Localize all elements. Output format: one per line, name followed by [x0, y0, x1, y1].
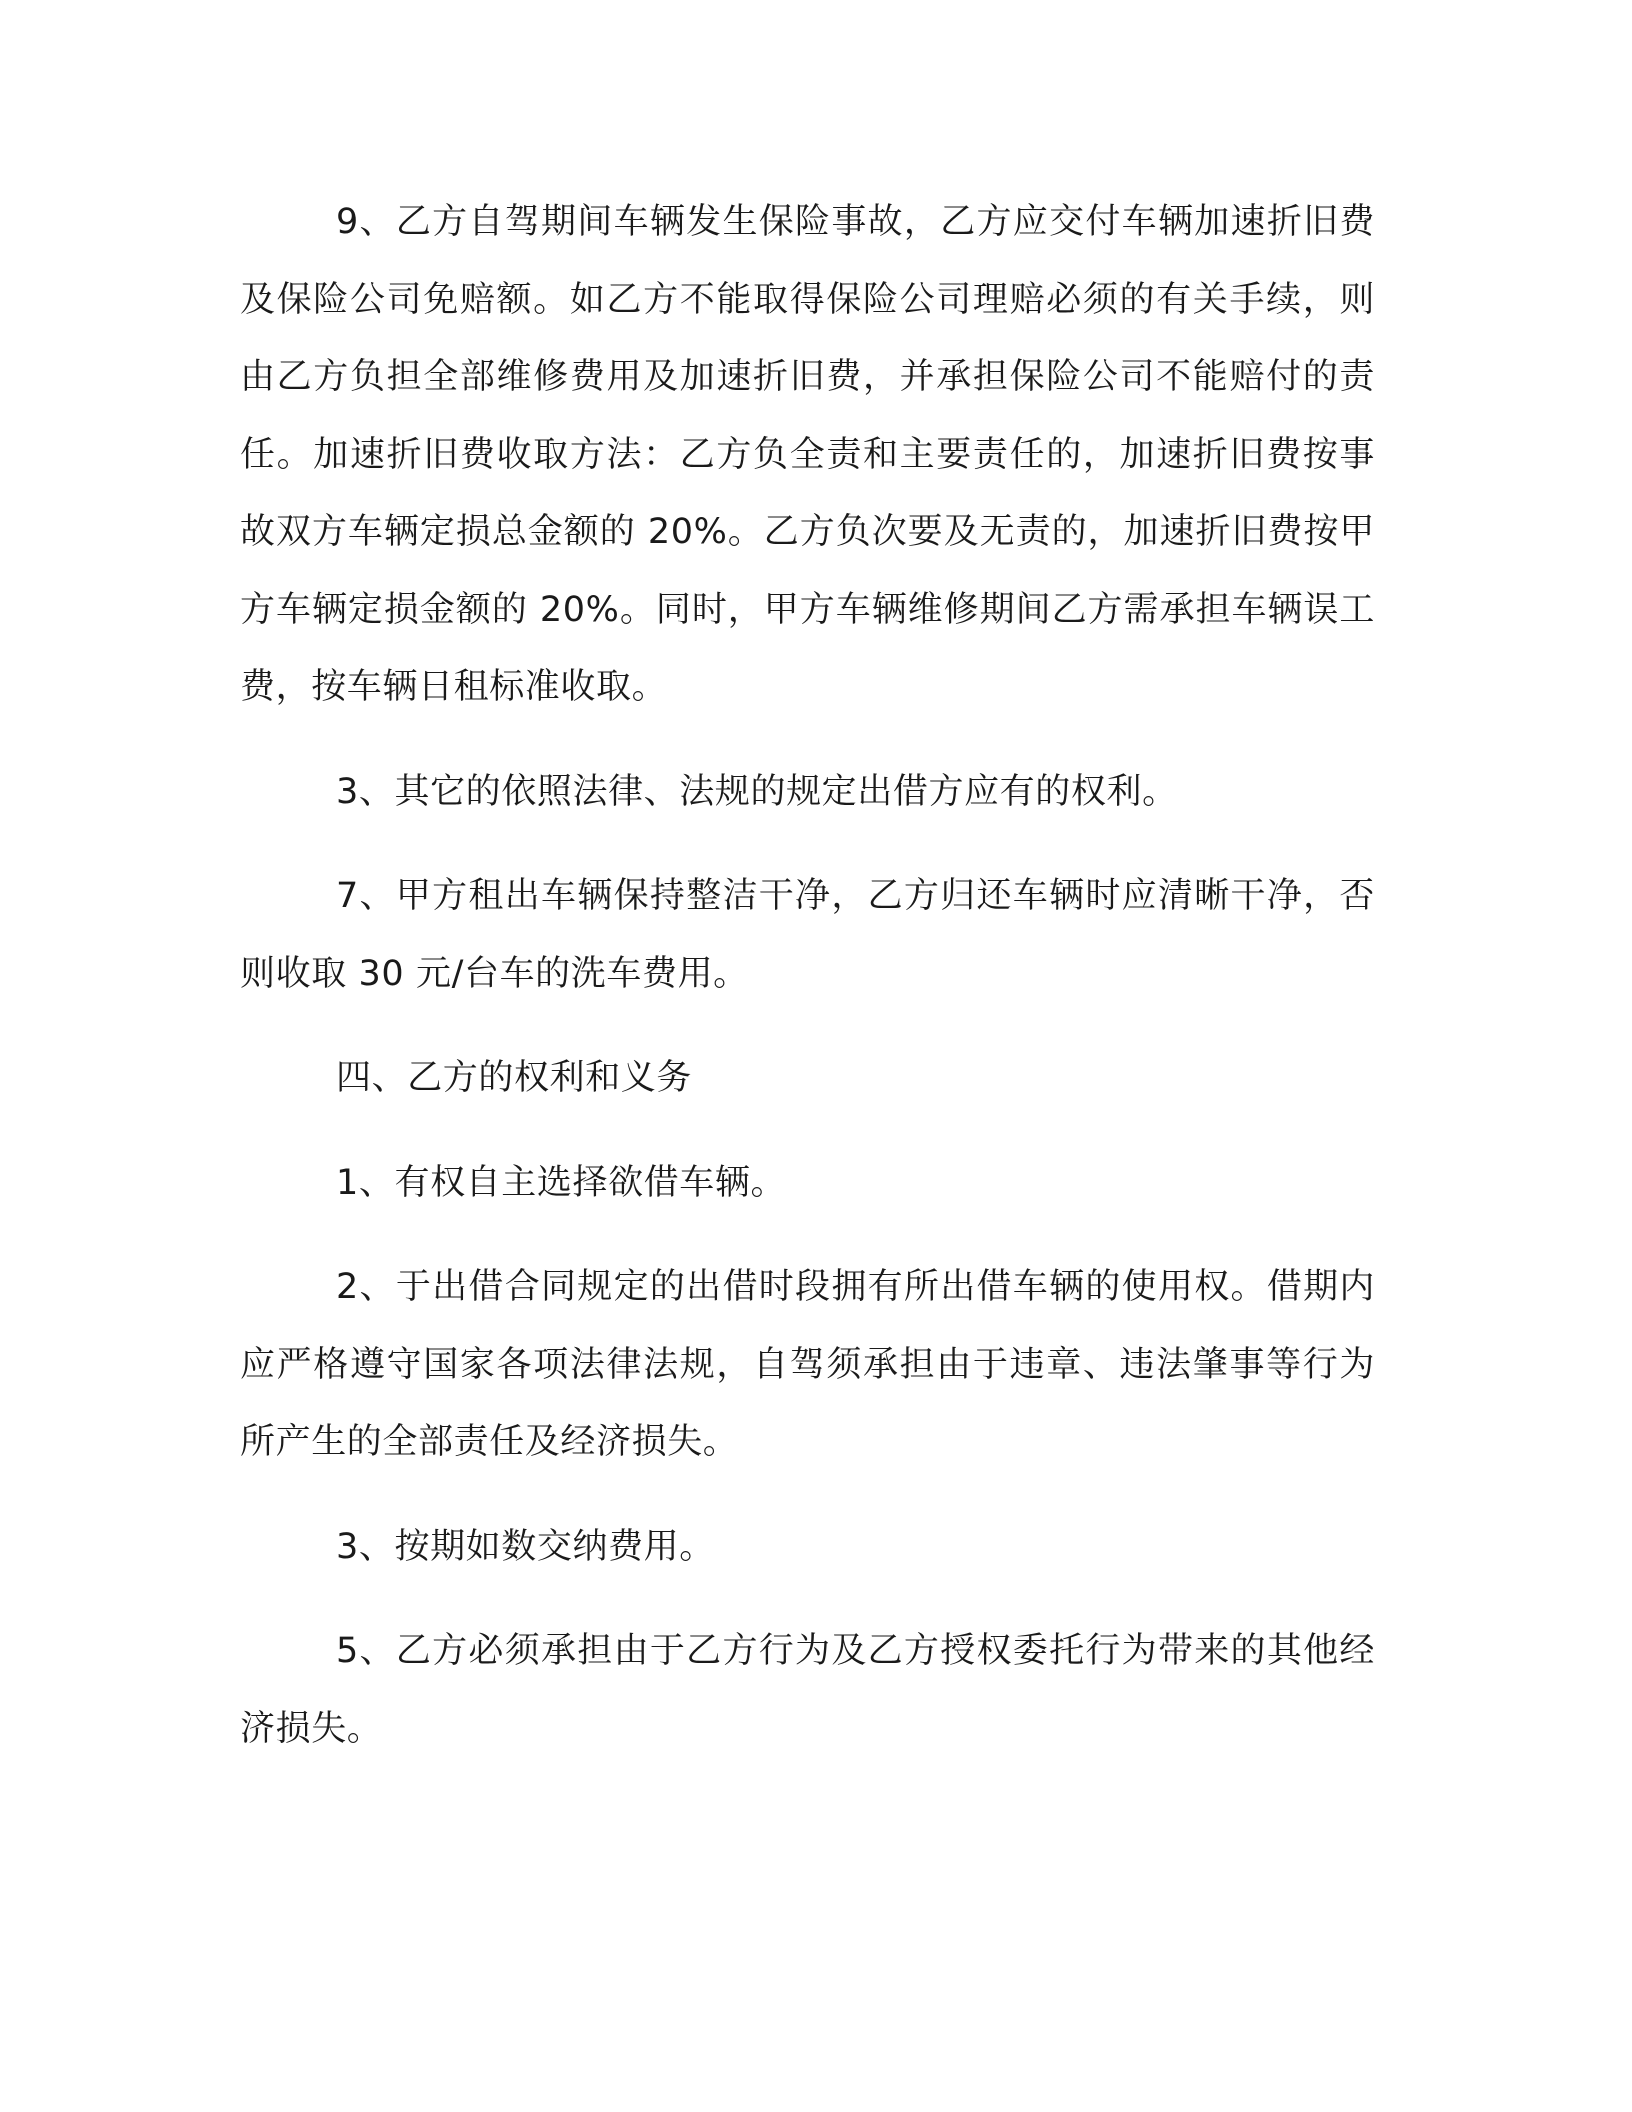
paragraph-clause-9-insurance-accident: 9、乙方自驾期间车辆发生保险事故，乙方应交付车辆加速折旧费及保险公司免赔额。如乙方不能取得保险公司理赔必须的有关手续，则由乙方负担全部维修费用及加速折旧费，并承担保险公司不能赔付的责任。加速折旧费收取方法：乙方负全责和主要责任的，加速折旧费按事故双方车辆定损总金额的 20%。乙方负次要及无责的，加速折旧费按甲方车辆定损金额的 20%。同时，甲方车辆维修期间乙方需承担车辆误工费，按车辆日租标准收取。 [240, 202, 1375, 707]
paragraph-clause-3-pay-fees: 3、按期如数交纳费用。 [336, 1526, 715, 1567]
section-heading-party-b-rights: 四、乙方的权利和义务 [336, 1058, 693, 1098]
paragraph-clause-5-economic-losses: 5、乙方必须承担由于乙方行为及乙方授权委托行为带来的其他经济损失。 [240, 1631, 1375, 1749]
document-body [240, 184, 1375, 1768]
paragraph-clause-1-choose-vehicle: 1、有权自主选择欲借车辆。 [336, 1162, 787, 1203]
paragraph-clause-3-lender-rights: 3、其它的依照法律、法规的规定出借方应有的权利。 [336, 771, 1178, 812]
paragraph-clause-7-vehicle-cleaning: 7、甲方租出车辆保持整洁干净，乙方归还车辆时应清晰干净，否则收取 30 元/台车的洗车费用。 [240, 876, 1375, 994]
paragraph-clause-2-usage-rights: 2、于出借合同规定的出借时段拥有所出借车辆的使用权。借期内应严格遵守国家各项法律法规，自驾须承担由于违章、违法肇事等行为所产生的全部责任及经济损失。 [240, 1267, 1375, 1462]
